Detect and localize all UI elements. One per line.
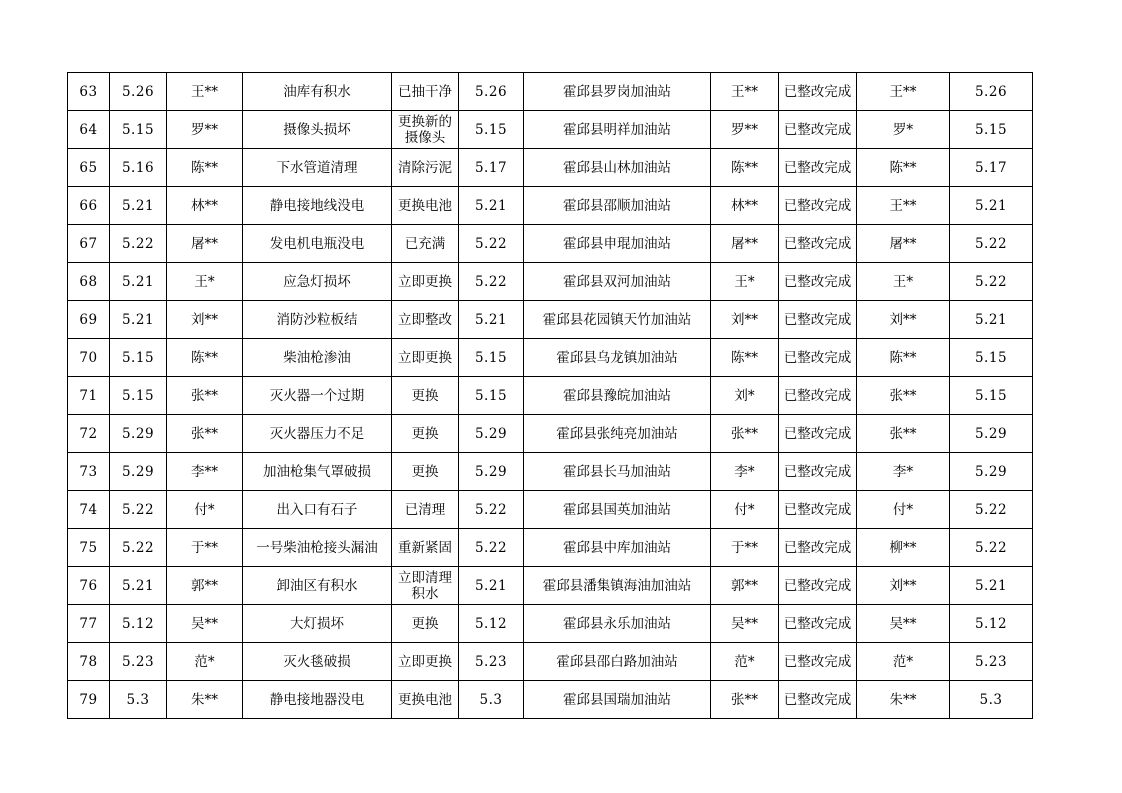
cell-station-contact: 李* bbox=[711, 453, 779, 491]
cell-verify-date: 5.22 bbox=[950, 225, 1033, 263]
table-row bbox=[68, 301, 1033, 339]
cell-verifier: 范* bbox=[857, 643, 950, 681]
table-row bbox=[68, 263, 1033, 301]
cell-row-number: 74 bbox=[68, 491, 110, 529]
cell-verify-date: 5.12 bbox=[950, 605, 1033, 643]
table-row bbox=[68, 491, 1033, 529]
table-row bbox=[68, 529, 1033, 567]
cell-inspector: 张** bbox=[167, 377, 243, 415]
cell-found-date: 5.21 bbox=[110, 567, 167, 605]
cell-verify-date: 5.17 bbox=[950, 149, 1033, 187]
cell-status: 已整改完成 bbox=[779, 491, 857, 529]
cell-issue: 一号柴油枪接头漏油 bbox=[243, 529, 392, 567]
cell-fix-date: 5.22 bbox=[459, 225, 524, 263]
cell-row-number: 64 bbox=[68, 111, 110, 149]
table-row bbox=[68, 605, 1033, 643]
cell-fix-date: 5.22 bbox=[459, 529, 524, 567]
cell-action: 已抽干净 bbox=[392, 73, 459, 111]
cell-verifier: 付* bbox=[857, 491, 950, 529]
cell-fix-date: 5.17 bbox=[459, 149, 524, 187]
cell-fix-date: 5.21 bbox=[459, 567, 524, 605]
cell-verify-date: 5.15 bbox=[950, 339, 1033, 377]
cell-verify-date: 5.21 bbox=[950, 567, 1033, 605]
cell-row-number: 68 bbox=[68, 263, 110, 301]
cell-found-date: 5.21 bbox=[110, 187, 167, 225]
cell-issue: 应急灯损坏 bbox=[243, 263, 392, 301]
cell-found-date: 5.29 bbox=[110, 453, 167, 491]
cell-fix-date: 5.21 bbox=[459, 187, 524, 225]
cell-verifier: 刘** bbox=[857, 301, 950, 339]
cell-fix-date: 5.29 bbox=[459, 453, 524, 491]
cell-inspector: 郭** bbox=[167, 567, 243, 605]
cell-row-number: 70 bbox=[68, 339, 110, 377]
cell-station: 霍邱县双河加油站 bbox=[524, 263, 711, 301]
cell-found-date: 5.26 bbox=[110, 73, 167, 111]
cell-fix-date: 5.15 bbox=[459, 339, 524, 377]
cell-status: 已整改完成 bbox=[779, 567, 857, 605]
cell-row-number: 75 bbox=[68, 529, 110, 567]
cell-station: 霍邱县罗岗加油站 bbox=[524, 73, 711, 111]
cell-issue: 灭火器一个过期 bbox=[243, 377, 392, 415]
cell-action: 重新紧固 bbox=[392, 529, 459, 567]
cell-row-number: 66 bbox=[68, 187, 110, 225]
cell-fix-date: 5.12 bbox=[459, 605, 524, 643]
cell-status: 已整改完成 bbox=[779, 681, 857, 719]
cell-status: 已整改完成 bbox=[779, 111, 857, 149]
cell-action: 立即更换 bbox=[392, 263, 459, 301]
cell-issue: 加油枪集气罩破损 bbox=[243, 453, 392, 491]
cell-found-date: 5.15 bbox=[110, 339, 167, 377]
cell-verifier: 张** bbox=[857, 415, 950, 453]
cell-verify-date: 5.29 bbox=[950, 415, 1033, 453]
cell-verifier: 张** bbox=[857, 377, 950, 415]
cell-verifier: 罗* bbox=[857, 111, 950, 149]
cell-found-date: 5.12 bbox=[110, 605, 167, 643]
cell-issue: 大灯损坏 bbox=[243, 605, 392, 643]
cell-station-contact: 于** bbox=[711, 529, 779, 567]
cell-station-contact: 刘* bbox=[711, 377, 779, 415]
cell-status: 已整改完成 bbox=[779, 73, 857, 111]
cell-station: 霍邱县花园镇天竹加油站 bbox=[524, 301, 711, 339]
cell-status: 已整改完成 bbox=[779, 415, 857, 453]
cell-found-date: 5.22 bbox=[110, 529, 167, 567]
cell-fix-date: 5.22 bbox=[459, 263, 524, 301]
cell-fix-date: 5.21 bbox=[459, 301, 524, 339]
cell-row-number: 71 bbox=[68, 377, 110, 415]
cell-found-date: 5.22 bbox=[110, 491, 167, 529]
cell-station-contact: 郭** bbox=[711, 567, 779, 605]
cell-station: 霍邱县山林加油站 bbox=[524, 149, 711, 187]
cell-action: 立即更换 bbox=[392, 339, 459, 377]
cell-verifier: 朱** bbox=[857, 681, 950, 719]
cell-verify-date: 5.26 bbox=[950, 73, 1033, 111]
cell-action: 立即整改 bbox=[392, 301, 459, 339]
cell-fix-date: 5.15 bbox=[459, 111, 524, 149]
cell-action: 立即清理积水 bbox=[392, 567, 459, 605]
cell-action: 更换新的摄像头 bbox=[392, 111, 459, 149]
cell-inspector: 屠** bbox=[167, 225, 243, 263]
cell-inspector: 陈** bbox=[167, 339, 243, 377]
cell-station: 霍邱县国瑞加油站 bbox=[524, 681, 711, 719]
cell-action: 立即更换 bbox=[392, 643, 459, 681]
cell-station-contact: 王* bbox=[711, 263, 779, 301]
cell-verify-date: 5.23 bbox=[950, 643, 1033, 681]
cell-station: 霍邱县中库加油站 bbox=[524, 529, 711, 567]
cell-issue: 出入口有石子 bbox=[243, 491, 392, 529]
cell-station-contact: 林** bbox=[711, 187, 779, 225]
cell-row-number: 67 bbox=[68, 225, 110, 263]
cell-action: 更换 bbox=[392, 377, 459, 415]
cell-status: 已整改完成 bbox=[779, 301, 857, 339]
cell-status: 已整改完成 bbox=[779, 377, 857, 415]
cell-issue: 静电接地线没电 bbox=[243, 187, 392, 225]
cell-action: 已清理 bbox=[392, 491, 459, 529]
cell-action: 已充满 bbox=[392, 225, 459, 263]
cell-row-number: 73 bbox=[68, 453, 110, 491]
cell-station: 霍邱县乌龙镇加油站 bbox=[524, 339, 711, 377]
cell-row-number: 79 bbox=[68, 681, 110, 719]
cell-inspector: 付* bbox=[167, 491, 243, 529]
cell-issue: 摄像头损坏 bbox=[243, 111, 392, 149]
cell-status: 已整改完成 bbox=[779, 529, 857, 567]
cell-verifier: 王** bbox=[857, 73, 950, 111]
cell-issue: 发电机电瓶没电 bbox=[243, 225, 392, 263]
cell-inspector: 刘** bbox=[167, 301, 243, 339]
cell-action: 更换电池 bbox=[392, 187, 459, 225]
cell-issue: 静电接地器没电 bbox=[243, 681, 392, 719]
cell-station-contact: 范* bbox=[711, 643, 779, 681]
cell-issue: 下水管道清理 bbox=[243, 149, 392, 187]
cell-status: 已整改完成 bbox=[779, 605, 857, 643]
cell-verifier: 陈** bbox=[857, 149, 950, 187]
cell-verifier: 柳** bbox=[857, 529, 950, 567]
cell-found-date: 5.15 bbox=[110, 377, 167, 415]
cell-issue: 卸油区有积水 bbox=[243, 567, 392, 605]
cell-inspector: 李** bbox=[167, 453, 243, 491]
cell-verify-date: 5.15 bbox=[950, 111, 1033, 149]
cell-verifier: 王** bbox=[857, 187, 950, 225]
cell-status: 已整改完成 bbox=[779, 263, 857, 301]
cell-verify-date: 5.22 bbox=[950, 263, 1033, 301]
table-row bbox=[68, 111, 1033, 149]
cell-station: 霍邱县国英加油站 bbox=[524, 491, 711, 529]
cell-issue: 消防沙粒板结 bbox=[243, 301, 392, 339]
cell-inspector: 张** bbox=[167, 415, 243, 453]
cell-verifier: 屠** bbox=[857, 225, 950, 263]
cell-station-contact: 罗** bbox=[711, 111, 779, 149]
table-row bbox=[68, 567, 1033, 605]
cell-row-number: 77 bbox=[68, 605, 110, 643]
cell-fix-date: 5.3 bbox=[459, 681, 524, 719]
cell-station: 霍邱县长马加油站 bbox=[524, 453, 711, 491]
cell-found-date: 5.3 bbox=[110, 681, 167, 719]
cell-found-date: 5.21 bbox=[110, 301, 167, 339]
cell-verify-date: 5.3 bbox=[950, 681, 1033, 719]
cell-fix-date: 5.26 bbox=[459, 73, 524, 111]
cell-row-number: 63 bbox=[68, 73, 110, 111]
cell-issue: 柴油枪渗油 bbox=[243, 339, 392, 377]
table-row bbox=[68, 149, 1033, 187]
table-row bbox=[68, 73, 1033, 111]
table-row bbox=[68, 187, 1033, 225]
table-row bbox=[68, 377, 1033, 415]
table-row bbox=[68, 643, 1033, 681]
cell-issue: 油库有积水 bbox=[243, 73, 392, 111]
cell-verify-date: 5.29 bbox=[950, 453, 1033, 491]
cell-station: 霍邱县豫皖加油站 bbox=[524, 377, 711, 415]
cell-fix-date: 5.22 bbox=[459, 491, 524, 529]
cell-fix-date: 5.29 bbox=[459, 415, 524, 453]
cell-station: 霍邱县潘集镇海油加油站 bbox=[524, 567, 711, 605]
cell-inspector: 王** bbox=[167, 73, 243, 111]
cell-found-date: 5.16 bbox=[110, 149, 167, 187]
cell-inspector: 于** bbox=[167, 529, 243, 567]
cell-status: 已整改完成 bbox=[779, 453, 857, 491]
table-row bbox=[68, 415, 1033, 453]
cell-verify-date: 5.15 bbox=[950, 377, 1033, 415]
table-body bbox=[68, 73, 1033, 719]
cell-verifier: 王* bbox=[857, 263, 950, 301]
cell-verify-date: 5.21 bbox=[950, 187, 1033, 225]
cell-inspector: 林** bbox=[167, 187, 243, 225]
cell-status: 已整改完成 bbox=[779, 643, 857, 681]
cell-status: 已整改完成 bbox=[779, 149, 857, 187]
rectification-ledger-table bbox=[67, 72, 1033, 719]
cell-station-contact: 刘** bbox=[711, 301, 779, 339]
cell-inspector: 罗** bbox=[167, 111, 243, 149]
cell-station-contact: 张** bbox=[711, 681, 779, 719]
cell-station-contact: 陈** bbox=[711, 149, 779, 187]
cell-action: 更换 bbox=[392, 605, 459, 643]
cell-found-date: 5.22 bbox=[110, 225, 167, 263]
cell-station-contact: 吴** bbox=[711, 605, 779, 643]
cell-fix-date: 5.23 bbox=[459, 643, 524, 681]
cell-row-number: 65 bbox=[68, 149, 110, 187]
cell-station-contact: 王** bbox=[711, 73, 779, 111]
cell-inspector: 范* bbox=[167, 643, 243, 681]
cell-row-number: 72 bbox=[68, 415, 110, 453]
cell-verifier: 刘** bbox=[857, 567, 950, 605]
cell-station: 霍邱县永乐加油站 bbox=[524, 605, 711, 643]
cell-row-number: 76 bbox=[68, 567, 110, 605]
cell-row-number: 69 bbox=[68, 301, 110, 339]
cell-verifier: 吴** bbox=[857, 605, 950, 643]
cell-status: 已整改完成 bbox=[779, 225, 857, 263]
cell-station: 霍邱县申琨加油站 bbox=[524, 225, 711, 263]
cell-inspector: 吴** bbox=[167, 605, 243, 643]
table-row bbox=[68, 681, 1033, 719]
cell-found-date: 5.29 bbox=[110, 415, 167, 453]
cell-found-date: 5.15 bbox=[110, 111, 167, 149]
cell-inspector: 朱** bbox=[167, 681, 243, 719]
cell-inspector: 陈** bbox=[167, 149, 243, 187]
cell-action: 更换电池 bbox=[392, 681, 459, 719]
cell-inspector: 王* bbox=[167, 263, 243, 301]
cell-found-date: 5.21 bbox=[110, 263, 167, 301]
cell-station-contact: 张** bbox=[711, 415, 779, 453]
cell-station: 霍邱县张纯亮加油站 bbox=[524, 415, 711, 453]
cell-verify-date: 5.22 bbox=[950, 529, 1033, 567]
cell-action: 更换 bbox=[392, 453, 459, 491]
cell-verifier: 李* bbox=[857, 453, 950, 491]
cell-fix-date: 5.15 bbox=[459, 377, 524, 415]
cell-verify-date: 5.22 bbox=[950, 491, 1033, 529]
cell-issue: 灭火器压力不足 bbox=[243, 415, 392, 453]
table-row bbox=[68, 225, 1033, 263]
cell-station-contact: 屠** bbox=[711, 225, 779, 263]
cell-station-contact: 付* bbox=[711, 491, 779, 529]
cell-row-number: 78 bbox=[68, 643, 110, 681]
cell-station: 霍邱县邵白路加油站 bbox=[524, 643, 711, 681]
cell-issue: 灭火毯破损 bbox=[243, 643, 392, 681]
cell-action: 清除污泥 bbox=[392, 149, 459, 187]
cell-found-date: 5.23 bbox=[110, 643, 167, 681]
cell-status: 已整改完成 bbox=[779, 187, 857, 225]
cell-status: 已整改完成 bbox=[779, 339, 857, 377]
table-row bbox=[68, 339, 1033, 377]
cell-verify-date: 5.21 bbox=[950, 301, 1033, 339]
cell-action: 更换 bbox=[392, 415, 459, 453]
cell-station: 霍邱县邵顺加油站 bbox=[524, 187, 711, 225]
cell-station-contact: 陈** bbox=[711, 339, 779, 377]
cell-station: 霍邱县明祥加油站 bbox=[524, 111, 711, 149]
table-row bbox=[68, 453, 1033, 491]
cell-verifier: 陈** bbox=[857, 339, 950, 377]
